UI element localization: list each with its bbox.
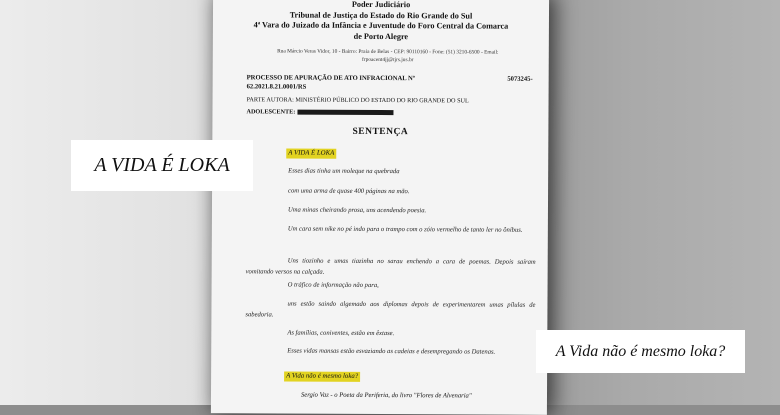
poem-line: As famílias, coniventes, estão em êxtase. [287,329,395,338]
overlay-label-right: A Vida não é mesmo loka? [536,330,745,373]
sentence-title: SENTENÇA [352,126,409,138]
overlay-label-left: A VIDA É LOKA [71,140,253,191]
author-party: PARTE AUTORA: MINISTÉRIO PÚBLICO DO ESTADO DO RIO GRANDE DO SUL [246,96,469,105]
court-address [243,48,533,65]
address-line: Rua Márcio Veras Vidor, 10 - Bairro: Praia de Belas - CEP: 90110160 - Fone: (51) 3210-6500 - Email: [277,48,499,56]
document-header [213,0,549,43]
poem-line: O tráfico de informação não para, [287,281,379,289]
adolescent-field [246,108,393,116]
poem-line: Uns tiozinho e umas tiazinha no sarau enchendo a cara de poemas. Depois saíram vomitando versos na calçada. [245,257,536,276]
poem-line: Uma minas cheirando prosa, uns acendendo poesia. [287,206,427,215]
process-type: PROCESSO DE APURAÇÃO DE ATO INFRACIONAL Nº [246,74,415,83]
adolescent-label: ADOLESCENTE: [246,108,296,116]
court-document-page [211,0,549,415]
email-line: frpoacent4jj@tjrs.jus.br [362,56,414,63]
poem-line: Esses dias tinha um moleque na quebrada [288,167,400,176]
poem-line: Um cara sem nike no pé indo para o trampo com o zóio vermelho de tanto ler no ônibus. [287,225,523,234]
process-number-part2: 62.2021.8.21.0001/RS [246,83,307,91]
process-number [247,73,533,92]
poem-subtitle-highlight: A Vida não é mesmo loka? [284,372,360,382]
poem-attribution: Sergio Vaz - o Poeta da Periferia, do livro "Flores de Alvenaria" [300,391,472,400]
header-judiciary: Poder Judiciário [351,0,411,10]
poem-line: com uma arma de quase 400 páginas na mão. [288,187,410,196]
header-city: de Porto Alegre [353,31,409,41]
poem-title-highlight: A VIDA É LOKA [286,149,336,159]
poem-line: uns estão saindo algemado aos diplomas depois de experimentarem umas pílulas de sabedoria. [245,300,536,319]
process-number-part1: 5073245- [507,75,533,83]
redaction-bar [297,110,393,116]
header-tribunal: Tribunal de Justiça do Estado do Rio Grande do Sul [289,10,473,20]
poem-line: Esses vidas mansas estão esvaziando as cadeias e desempregando os Datenas. [287,347,496,356]
header-court-division: 4ª Vara do Juizado da Infância e Juventude do Foro Central da Comarca [253,20,509,31]
